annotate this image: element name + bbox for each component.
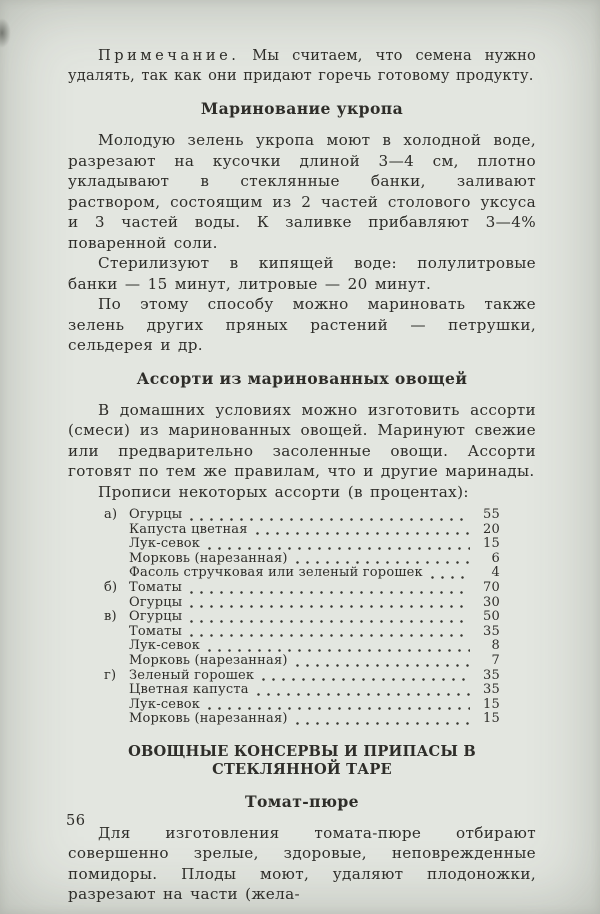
recipe-value: 15 [483,696,500,712]
recipe-value: 35 [483,682,500,698]
dot-leader [206,698,472,713]
dot-leader [260,669,472,684]
recipe-value: 50 [483,609,500,625]
recipe-row [68,610,500,625]
recipe-value: 30 [483,594,500,610]
recipe-row [68,625,500,640]
recipe-name: Лук-севок [129,536,201,552]
recipe-list [68,508,536,727]
note-label: Примечание. [98,47,240,64]
dot-leader [188,508,472,523]
recipe-group: б) [104,579,118,595]
dot-leader [188,596,472,611]
dot-leader [188,625,472,640]
scan-smudge [0,18,11,48]
recipe-value: 8 [491,638,500,654]
recipe-group: г) [104,667,117,683]
recipe-group: а) [104,507,118,522]
dot-leader [255,683,472,698]
paragraph: Стерилизуют в кипящей воде: полулитровые банки — 15 минут, литровые — 20 минут. [68,254,536,293]
dot-leader [294,712,472,727]
section-title-dill: Маринование укропа [200,99,404,118]
page-content [68,46,536,905]
recipe-value: 70 [483,579,500,595]
recipe-row [68,639,500,654]
recipe-name: Огурцы [129,609,183,625]
recipe-value: 20 [483,521,500,537]
recipe-value: 35 [483,667,500,683]
recipe-name: Лук-севок [129,638,201,654]
recipe-value: 35 [483,623,500,639]
note-paragraph [68,46,536,86]
dot-leader [206,639,472,654]
recipe-row [68,654,500,669]
recipe-name: Огурцы [129,507,183,522]
recipe-name: Капуста цветная [129,521,248,537]
recipe-row [68,566,500,581]
dot-leader [188,581,472,596]
recipe-name: Морковь (нарезанная) [129,711,288,727]
recipe-name: Огурцы [129,594,183,610]
recipe-value: 6 [491,550,500,566]
recipe-name: Лук-севок [129,696,201,712]
recipe-value: 15 [483,711,500,727]
section-title-assorti: Ассорти из маринованных овощей [136,368,468,388]
paragraph: Прописи некоторых ассорти (в процентах): [98,482,469,501]
dot-leader [429,566,472,581]
recipe-name: Фасоль стручковая или зеленый горошек [129,565,423,581]
page-number: 56 [66,812,86,829]
paragraph: В домашних условиях можно изготовить ассорти (смеси) из маринованных овощей. Маринуют свежие или предварительно засоленные овощи. Ассорти готовят по тем же правилам, что и другие маринады. [68,400,536,480]
dot-leader [294,552,472,567]
recipe-name: Цветная капуста [129,682,249,698]
dot-leader [294,654,472,669]
recipe-name: Томаты [129,623,183,639]
recipe-name: Зеленый горошек [129,667,255,683]
recipe-row [68,669,500,684]
recipe-value: 4 [491,565,500,581]
recipe-row [68,698,500,713]
recipe-row [68,523,500,538]
paragraph: По этому способу можно мариновать также зелень других пряных растений — петрушки, сельдерея и др. [68,295,536,354]
recipe-row [68,596,500,611]
dot-leader [254,523,472,538]
paragraph: Для изготовления томата-пюре отбирают совершенно зрелые, здоровые, неповрежденные помидоры. Плоды моют, удаляют плодоножки, разрезают на части (жела- [68,823,536,904]
dot-leader [188,610,472,625]
recipe-group: в) [104,609,117,625]
recipe-row [68,552,500,567]
recipe-name: Морковь (нарезанная) [129,652,288,668]
recipe-value: 55 [483,507,500,522]
recipe-value: 7 [491,652,500,668]
recipe-row [68,683,500,698]
dot-leader [206,537,472,552]
recipe-value: 15 [483,536,500,552]
note-text: Мы считаем, что семена нужно удалять, так как они придают горечь готовому продукту. [68,47,536,84]
recipe-row [68,712,500,727]
recipe-row [68,581,500,596]
paragraph: Молодую зелень укропа моют в холодной воде, разрезают на кусочки длиной 3—4 см, плотно укладывают в стеклянные банки, заливают раствором, состоящим из 2 частей столового уксуса и 3 частей воды. К заливке прибавляют 3—4% поваренной соли. [68,131,536,252]
recipe-row [68,508,500,523]
recipe-name: Томаты [129,579,183,595]
recipe-row [68,537,500,552]
chapter-title-glass-jars: ОВОЩНЫЕ КОНСЕРВЫ И ПРИПАСЫ В СТЕКЛЯННОЙ ТАРЕ [128,742,476,778]
section-title-tomato-puree: Томат-пюре [244,791,360,811]
recipe-name: Морковь (нарезанная) [129,550,288,566]
